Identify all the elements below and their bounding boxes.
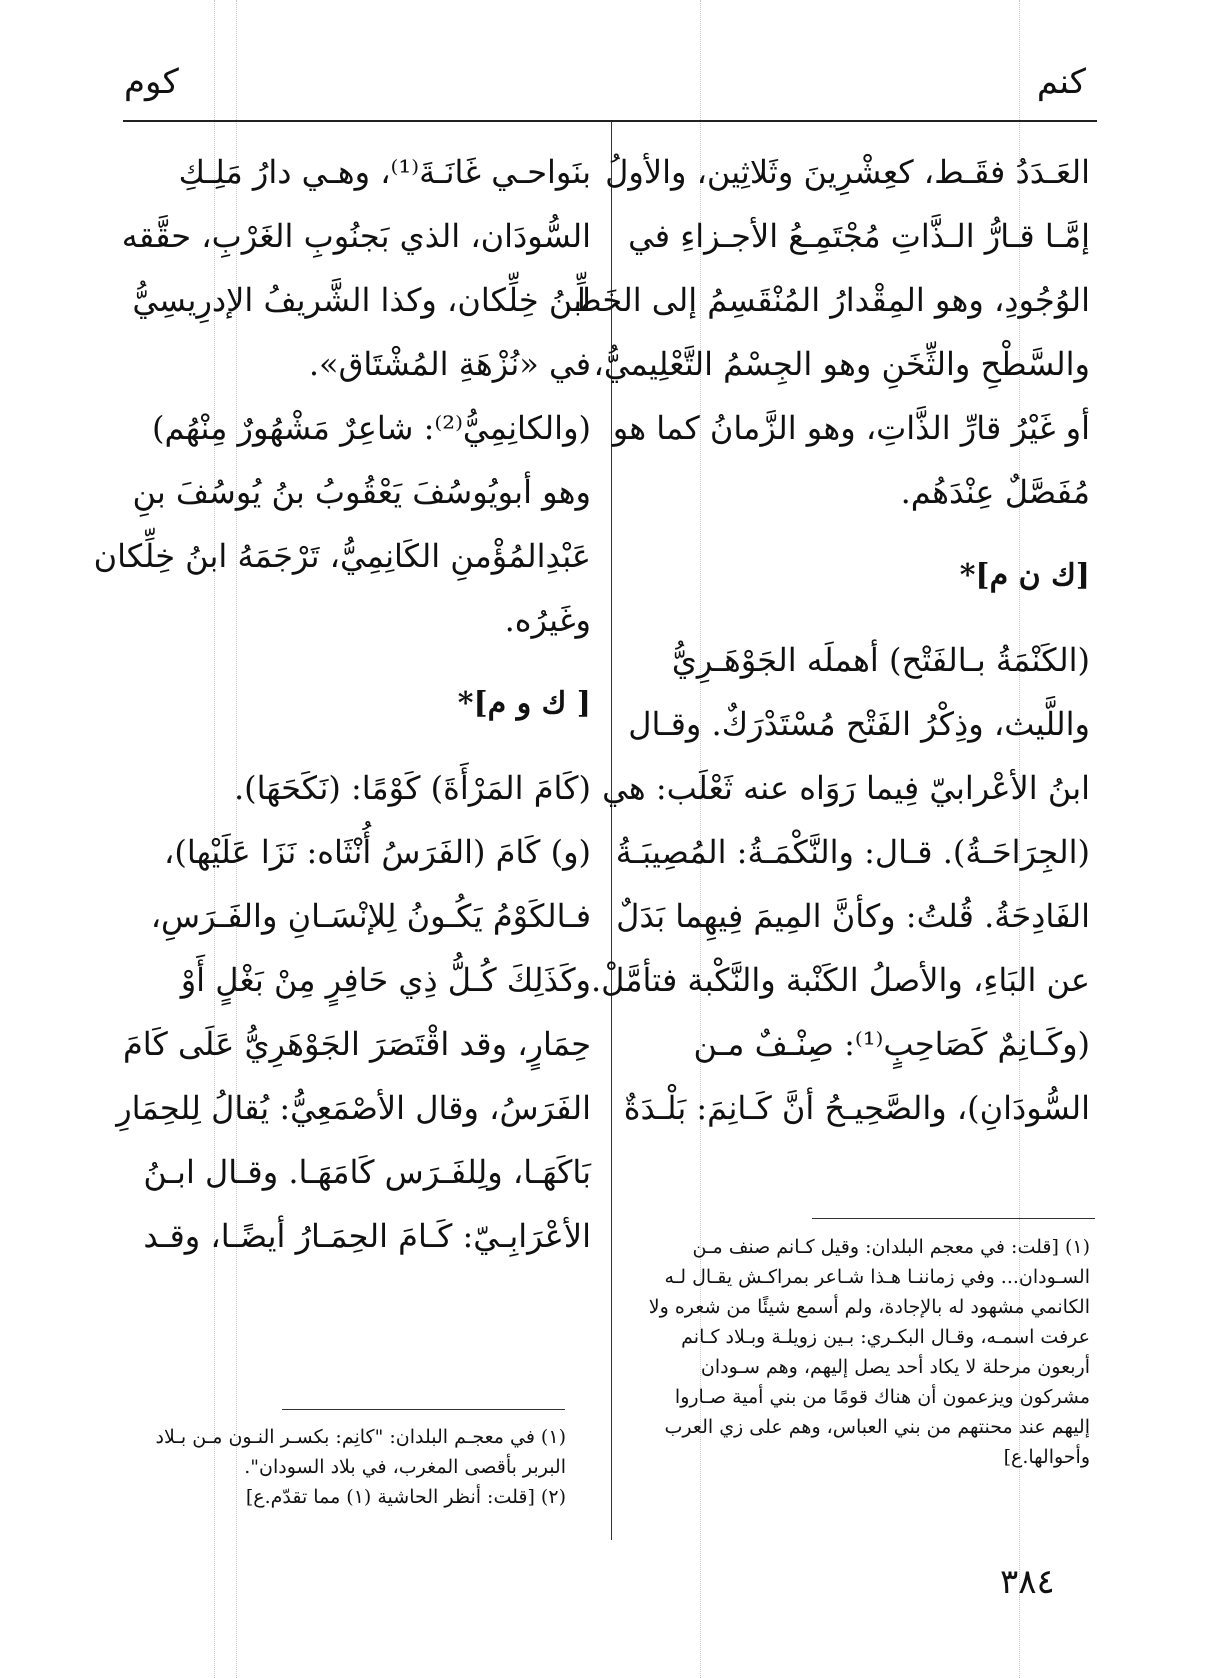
text-line: فـالكَوْمُ يَكُـونُ لِلإنْسَـانِ والفَـرَسِ،: [150, 897, 591, 935]
text-line: السُّودَان، الذي بَجنُوبِ الغَرْبِ، حقَّقه: [121, 217, 591, 255]
text-line: في «نُزْهَةِ المُشْتَاق».: [308, 345, 591, 383]
text-line: الفَرَسُ، وقال الأصْمَعِيُّ: يُقالُ لِلحِمَارِ: [116, 1089, 591, 1127]
footnote-line: (٢) [قلت: أنظر الحاشية (١) مما تقدّم.ع]: [245, 1486, 566, 1508]
footnote-rule: [812, 1218, 1095, 1219]
text-line: (كَامَ المَرْأَةَ) كَوْمًا: (نَكَحَهَا).: [233, 769, 591, 807]
right-column: [571, 140, 1090, 1140]
text-line: وهو أبويُوسُفَ يَعْقُوبُ بنُ يُوسُفَ بنِ: [132, 473, 591, 511]
text-line: الوُجُودِ، وهو المِقْدارُ المُنْقَسِمُ إلى الخَطِّ: [571, 281, 1090, 319]
footnote-line: أربعون مرحلة لا يكاد أحد يصل إليهم، وهم سـودان: [700, 1356, 1090, 1378]
header-rule: [123, 120, 1097, 122]
text-line: ابنُ الأعْرابيّ فِيما رَوَاه عنه ثَعْلَب: هي: [602, 769, 1090, 807]
text-line: والسَّطْحِ والثِّخَنِ وهو الجِسْمُ التَّعْلِيميُّ،: [593, 345, 1090, 383]
text-line: حِمَارٍ، وقد اقْتَصَرَ الجَوْهَرِيُّ عَلَى كَامَ: [122, 1025, 591, 1063]
text-line: بَاكَهَـا، ولِلفَـرَس كَامَهَـا. وقـال ابـنُ: [143, 1153, 591, 1191]
running-header-left: كوم: [124, 62, 179, 102]
text-line: (و) كَامَ (الفَرَسُ أُنْثَاه: نَزَا عَلَيْها)،: [164, 833, 591, 871]
entry-heading: [ك ن م]*: [959, 558, 1090, 593]
text-line: وغَيرُه.: [504, 601, 591, 639]
left-column: [93, 140, 591, 1268]
text-line: عن البَاءِ، والأصلُ الكَنْبة والنَّكْبة فتأمَّلْ.: [591, 961, 1090, 999]
page-number: ٣٨٤: [1000, 1562, 1055, 1602]
text-line: الأعْرَابِـيّ: كَـامَ الحِمَـارُ أيضًـا، وقـد: [143, 1217, 591, 1255]
footnote-line: السـودان... وفي زماننـا هـذا شـاعر بمراكـش يقـال لـه: [664, 1266, 1090, 1288]
text-line: الفَادِحَةُ. قُلتُ: وكأنَّ المِيمَ فِيهِما بَدَلٌ: [616, 897, 1090, 935]
running-header-right: كنم: [1036, 62, 1086, 102]
text-line: مُفَصَّلٌ عِنْدَهُم.: [900, 473, 1090, 511]
footnotes-left: [121, 1422, 566, 1512]
footnote-line: (١) في معجـم البلدان: "كانِم: بكسـر النـون مـن بـلاد: [155, 1426, 566, 1448]
footnote-line: عرفت اسمـه، وقـال البكـري: بـين زويلـة وبـلاد كـانم: [681, 1326, 1090, 1348]
text-line: واللَّيث، وذِكْرُ الفَتْح مُسْتَدْرَكٌ. وقـال: [628, 705, 1090, 743]
text-line: إمَّـا قـارُّ الـذَّاتِ مُجْتَمِـعُ الأجـزاءِ في: [628, 217, 1090, 255]
footnote-line: الكانمي مشهود له بالإجادة، ولم أسمع شيئًا من شعره ولا: [648, 1296, 1090, 1318]
text-line: أو غَيْرُ قارِّ الذَّاتِ، وهو الزَّمانُ كما هو: [612, 409, 1090, 447]
text-line: السُّودَانِ)، والصَّحِيـحُ أنَّ كَـانِمَ: بَلْـدَةٌ: [623, 1089, 1090, 1127]
text-line: (الجِرَاحَـةُ). قـال: والنَّكْمَـةُ: المُصِيبَـةُ: [615, 833, 1090, 871]
footnote-line: إليهم عند محنتهم من بني العباس، وهم على زي العرب: [664, 1416, 1090, 1438]
footnote-line: وأحوالها.ع]: [1003, 1446, 1090, 1468]
footnote-line: البربر بأقصى المغرب، في بلاد السودان".: [244, 1456, 566, 1478]
text-line: (والكانِمِيُّ⁽²⁾: شاعِرٌ مَشْهُورٌ مِنْهُم): [152, 409, 591, 447]
footnotes-right: [630, 1232, 1090, 1472]
text-line: العَـدَدُ فقَـط، كعِشْرِينَ وثَلاثِين، والأولُ: [605, 153, 1090, 191]
text-line: (الكَنْمَةُ بـالفَتْح) أهملَه الجَوْهَـرِيُّ: [671, 641, 1090, 679]
footnote-rule: [282, 1409, 565, 1410]
text-line: (وكَـانِمٌ كَصَاحِبٍ⁽¹⁾: صِنْـفٌ مـن: [693, 1025, 1090, 1063]
footnote-line: (١) [قلت: في معجم البلدان: وقيل كـانم صنف مـن: [692, 1236, 1090, 1258]
text-line: عَبْدِالمُؤْمنِ الكَانِمِيُّ، تَرْجَمَهُ ابنُ خِلِّكان: [93, 537, 591, 575]
footnote-line: مشركون ويزعمون أن هناك قومًا من بني أمية صـاروا: [674, 1386, 1090, 1408]
text-line: بنَواحـي غَانَـةَ⁽¹⁾، وهـي دارُ مَلِـكِ: [178, 153, 591, 191]
entry-heading: [ ك و م]*: [457, 686, 591, 721]
text-line: وكَذَلِكَ كُـلُّ ذِي حَافِرٍ مِنْ بَغْلٍ أَوْ: [180, 961, 591, 999]
text-line: ابنُ خِلِّكان، وكذا الشَّريفُ الإدرِيسِيُّ: [132, 281, 591, 319]
